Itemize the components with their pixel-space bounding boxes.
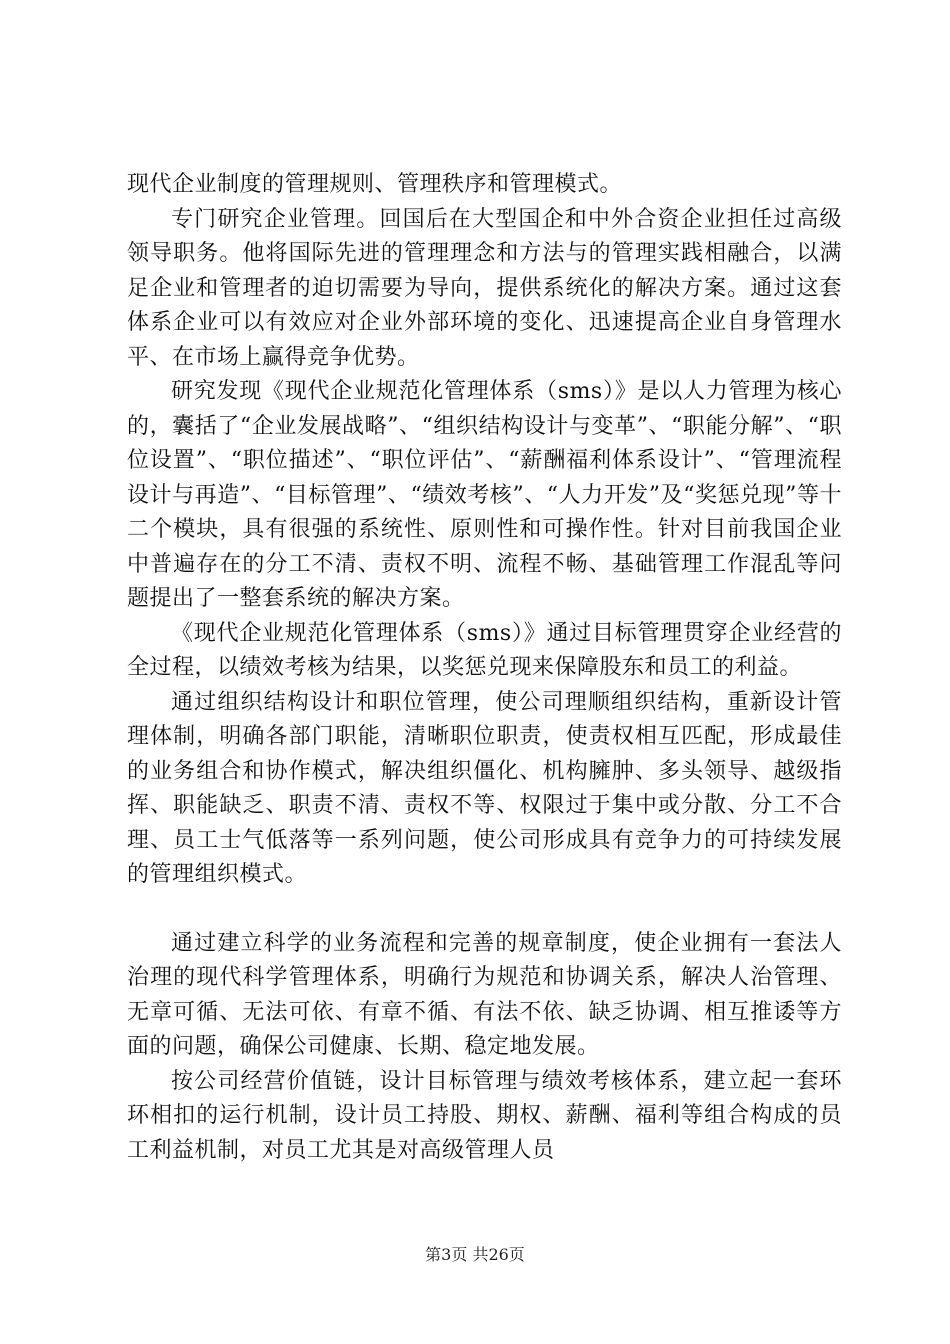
paragraph-business-process: 通过建立科学的业务流程和完善的规章制度，使企业拥有一套法人治理的现代科学管理体系，明确行为规范和协调关系，解决人治管理、无章可循、无法可依、有章不循、有法不依、缺乏协调、相互推诿等方面的问题，确保公司健康、长期、稳定地发展。 (127, 930, 842, 1059)
paragraph-sms-goals: 《现代企业规范化管理体系（sms）》通过目标管理贯穿企业经营的全过程，以绩效考核为结果，以奖惩兑现来保障股东和员工的利益。 (127, 620, 842, 680)
paragraph-continuation: 现代企业制度的管理规则、管理秩序和管理模式。 (127, 172, 623, 197)
paragraph-management-research: 专门研究企业管理。回国后在大型国企和中外合资企业担任过高级领导职务。他将国际先进的管理理念和方法与的管理实践相融合，以满足企业和管理者的迫切需要为导向，提供系统化的解决方案。通过这套体系企业可以有效应对企业外部环境的变化、迅速提高企业自身管理水平、在市场上赢得竞争优势。 (127, 206, 842, 370)
document-body (127, 168, 842, 1168)
paragraph-value-chain: 按公司经营价值链，设计目标管理与绩效考核体系，建立起一套环环相扣的运行机制，设计员工持股、期权、薪酬、福利等组合构成的员工利益机制，对员工尤其是对高级管理人员 (127, 1068, 842, 1163)
paragraph-gap (127, 893, 842, 927)
paragraph-sms-modules: 研究发现《现代企业规范化管理体系（sms）》是以人力管理为核心的，囊括了“企业发展战略”、“组织结构设计与变革”、“职能分解”、“职位设置”、“职位描述”、“职位评估”、“薪酬福利体系设计”、“管理流程设计与再造”、“目标管理”、“绩效考核”、“人力开发”及“奖惩兑现”等十二个模块，具有很强的系统性、原则性和可操作性。针对目前我国企业中普遍存在的分工不清、责权不明、流程不畅、基础管理工作混乱等问题提出了一整套系统的解决方案。 (127, 379, 842, 611)
paragraph-organization-design: 通过组织结构设计和职位管理，使公司理顺组织结构，重新设计管理体制，明确各部门职能，清晰职位职责，使责权相互匹配，形成最佳的业务组合和协作模式，解决组织僵化、机构臃肿、多头领导、越级指挥、职能缺乏、职责不清、责权不等、权限过于集中或分散、分工不合理、员工士气低落等一系列问题，使公司形成具有竞争力的可持续发展的管理组织模式。 (127, 689, 842, 887)
page-footer: 第3页 共26页 (425, 1245, 525, 1264)
